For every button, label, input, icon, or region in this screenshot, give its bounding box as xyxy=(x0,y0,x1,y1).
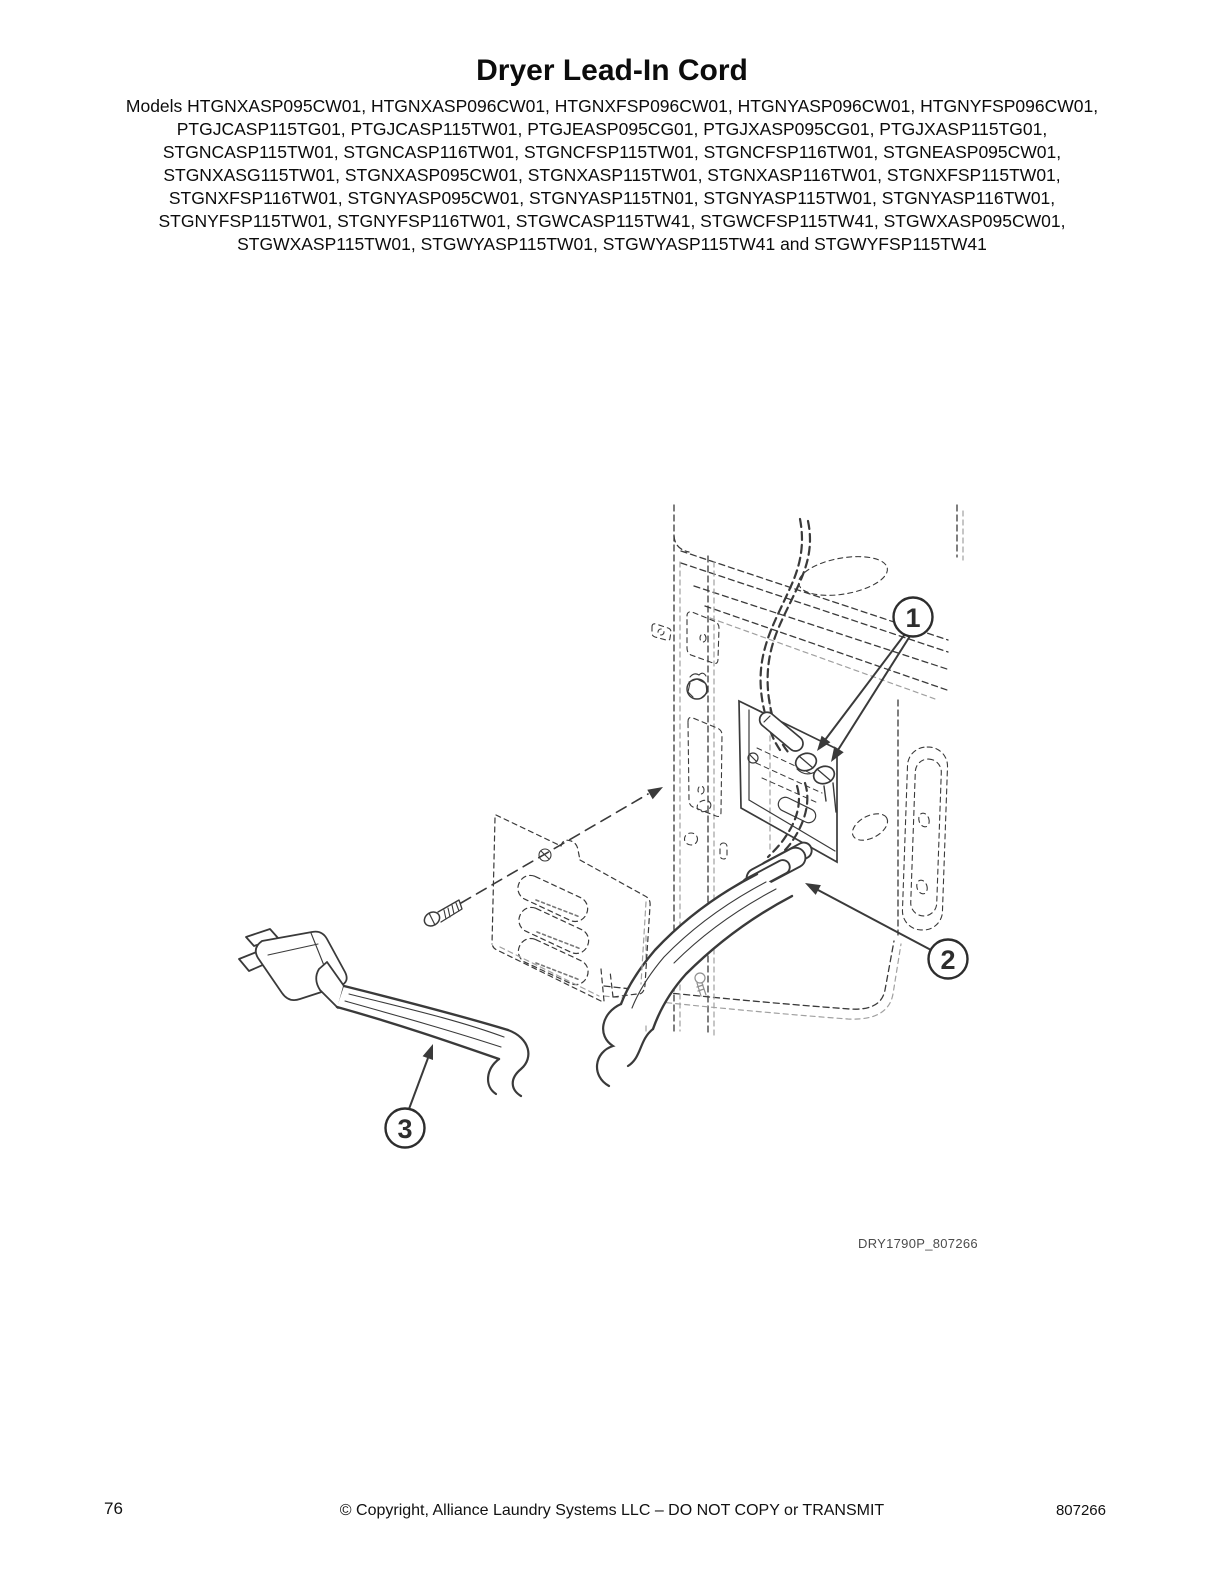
ground-terminal-screws xyxy=(757,709,837,812)
figure-label: DRY1790P_807266 xyxy=(858,1236,978,1251)
callout-3 xyxy=(386,1044,434,1148)
power-plug xyxy=(239,929,347,1008)
ground-wire xyxy=(761,519,810,861)
callout-2-number: 2 xyxy=(940,945,956,975)
models-line: Models HTGNXASP095CW01, HTGNXASP096CW01, HTGNXFSP096CW01, HTGNYASP096CW01, HTGNYFSP096CW01, xyxy=(125,96,1099,116)
models-line: STGNYFSP115TW01, STGNYFSP116TW01, STGWCASP115TW41, STGWCFSP115TW41, STGWXASP095CW01, xyxy=(158,211,1066,231)
mounting-screw xyxy=(422,900,462,929)
models-line: STGWXASP115TW01, STGWYASP115TW01, STGWYASP115TW41 and STGWYFSP115TW41 xyxy=(237,234,987,254)
hex-bolt xyxy=(687,673,707,699)
models-line: STGNXASG115TW01, STGNXASP095CW01, STGNXASP115TW01, STGNXASP116TW01, STGNXFSP115TW01, xyxy=(163,165,1061,185)
lead-in-cord-right xyxy=(597,874,792,1086)
panel-screw-small xyxy=(695,973,706,996)
callout-1 xyxy=(817,598,933,763)
install-direction-arrow xyxy=(461,787,663,903)
footer-copyright: © Copyright, Alliance Laundry Systems LLC – DO NOT COPY or TRANSMIT xyxy=(339,1502,885,1519)
lead-in-cord-left xyxy=(337,986,528,1096)
models-line: STGNCASP115TW01, STGNCASP116TW01, STGNCFSP115TW01, STGNCFSP116TW01, STGNEASP095CW01, xyxy=(162,142,1062,162)
page-title: Dryer Lead-In Cord xyxy=(476,54,748,87)
access-cover-plate xyxy=(492,815,650,1001)
footer-doc-number: 807266 xyxy=(1055,1502,1106,1519)
callout-3-number: 3 xyxy=(397,1114,413,1144)
models-line: STGNXFSP116TW01, STGNYASP095CW01, STGNYASP115TN01, STGNYASP115TW01, STGNYASP116TW01, xyxy=(168,188,1056,208)
callout-1-number: 1 xyxy=(905,603,921,633)
models-line: PTGJCASP115TG01, PTGJCASP115TW01, PTGJEASP095CG01, PTGJXASP095CG01, PTGJXASP115TG01, xyxy=(176,119,1048,139)
footer-page-number: 76 xyxy=(104,1499,123,1518)
